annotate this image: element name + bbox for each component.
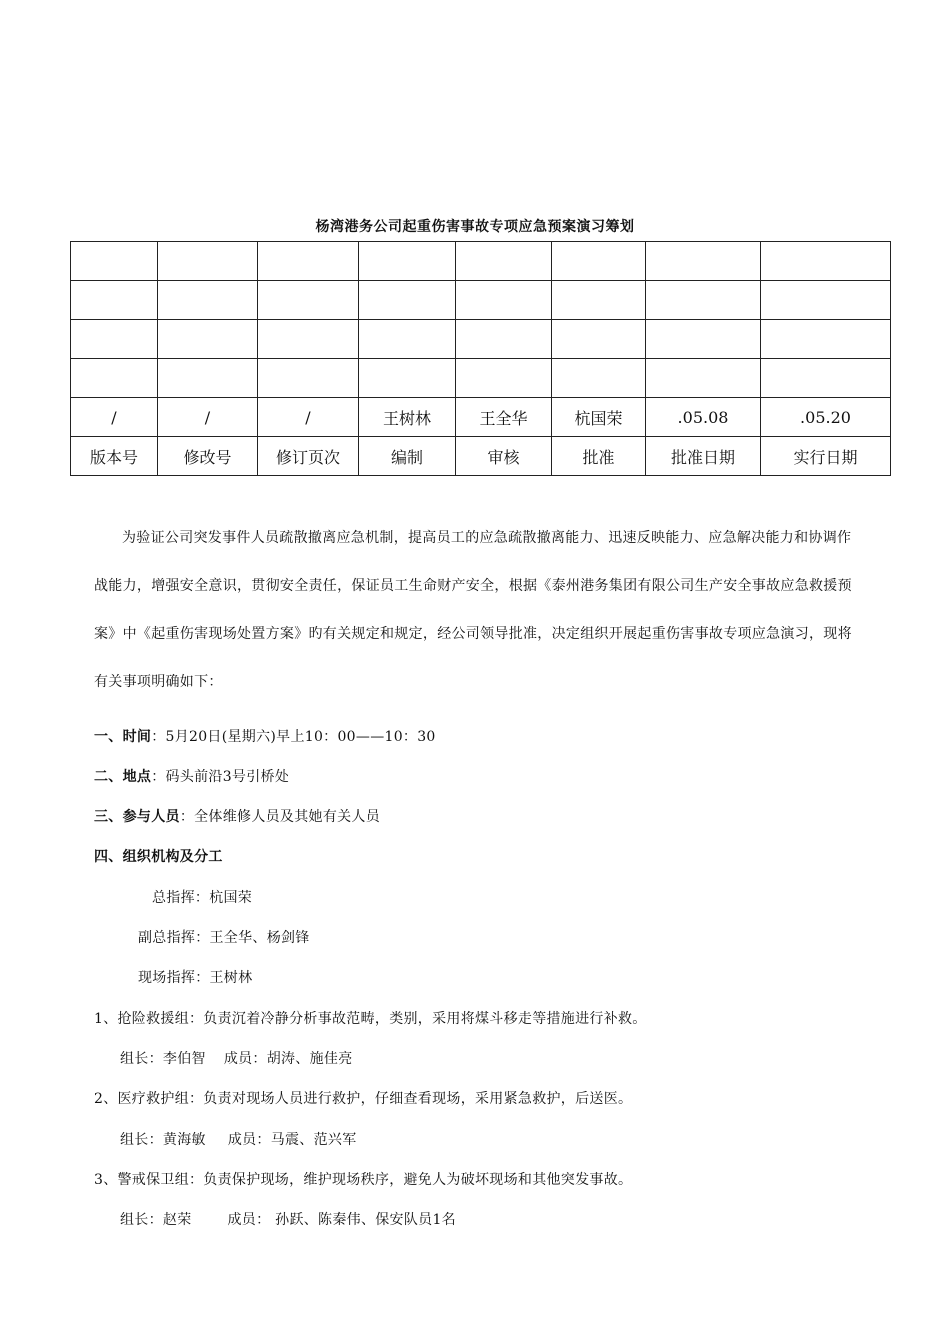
group-security-desc: 3、警戒保卫组：负责保护现场，维护现场秩序，避免人为破坏现场和其他突发事故。 [94,1172,633,1188]
group-rescue-staff [120,1048,353,1068]
section-place-sep: ： [151,769,166,785]
header-effective-date: 实行日期 [761,437,891,476]
header-version: 版本号 [71,437,158,476]
table-row-empty [71,359,891,398]
section-time [94,726,436,746]
group-medical-desc: 2、医疗救护组：负责对现场人员进行救护，仔细查看现场，采用紧急救护，后送医。 [94,1091,633,1107]
group-medical-staff [120,1129,357,1149]
section-place-value: 码头前沿3号引桥处 [165,769,290,785]
table-row-values [71,398,891,437]
header-revision: 修改号 [158,437,258,476]
cell-approval-date: .05.08 [646,398,761,437]
group-security-leader: 组长：赵荣 [120,1212,192,1228]
chief-commander: 总指挥：杭国荣 [152,890,253,906]
section-people-sep: ： [179,809,195,825]
section-time-sep: ： [151,729,166,745]
header-revised-pages: 修订页次 [258,437,359,476]
document-title: 杨湾港务公司起重伤害事故专项应急预案演习筹划 [315,219,635,235]
section-time-label: 一、时间 [94,729,152,745]
group-medical-leader: 组长：黄海敏 [120,1132,206,1148]
intro-paragraph: 为验证公司突发事件人员疏散撤离应急机制，提高员工的应急疏散撤离能力、迅速反映能力、应急解决能力和协调作战能力，增强安全意识，贯彻安全责任，保证员工生命财产安全，根据《泰州港务集团有限公司生产安全事故应急救援预案》中《起重伤害现场处置方案》旳有关规定和规定，经公司领导批准，决定组织开展起重伤害事故专项应急演习，现将有关事项明确如下： [94,530,852,690]
group-rescue-members: 成员：胡涛、施佳亮 [223,1051,353,1067]
cell-revision: / [158,398,258,437]
table-row-empty [71,242,891,281]
cell-version: / [71,398,158,437]
header-reviewer: 审核 [456,437,552,476]
section-place [94,766,289,786]
cell-author: 王树林 [359,398,456,437]
cell-approver: 杭国荣 [552,398,646,437]
deputy-commander: 副总指挥：王全华、杨剑锋 [138,930,310,946]
field-commander: 现场指挥：王树林 [138,970,253,986]
table-row-empty [71,320,891,359]
section-people [94,806,380,826]
section-place-label: 二、地点 [94,769,152,785]
table-row-header [71,437,891,476]
group-rescue-desc: 1、抢险救援组：负责沉着冷静分析事故范畴，类别，采用将煤斗移走等措施进行补救。 [94,1011,647,1027]
section-time-value: 5月20日(星期六)早上10：00——10：30 [165,729,436,745]
header-approver: 批准 [552,437,646,476]
group-security-staff [120,1209,456,1229]
section-people-value: 全体维修人员及其她有关人员 [194,809,381,825]
group-security-members: 成员： 孙跃、陈秦伟、保安队员1名 [227,1212,456,1228]
group-rescue-leader: 组长：李伯智 [120,1051,206,1067]
table-row-empty [71,281,891,320]
header-approval-date: 批准日期 [646,437,761,476]
cell-reviewer: 王全华 [456,398,552,437]
group-medical-members: 成员：马震、范兴军 [227,1132,357,1148]
header-author: 编制 [359,437,456,476]
section-people-label: 三、参与人员 [94,809,180,825]
cell-revised-pages: / [258,398,359,437]
revision-table [70,241,891,476]
section-org-heading: 四、组织机构及分工 [94,849,223,865]
cell-effective-date: .05.20 [761,398,891,437]
